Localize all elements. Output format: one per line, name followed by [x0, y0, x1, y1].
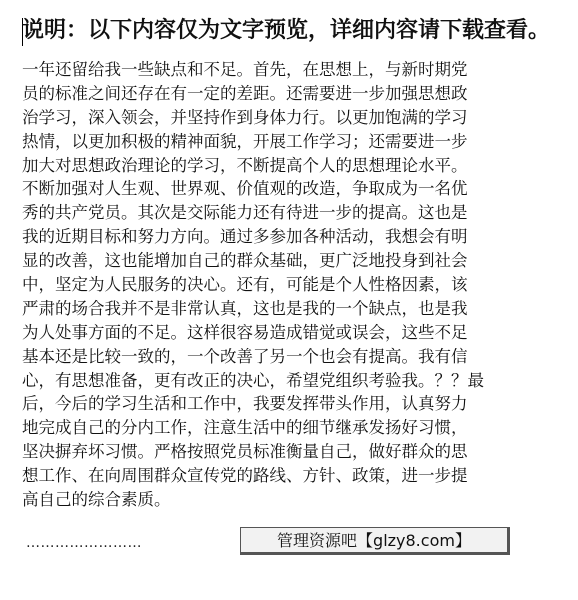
paragraph-line: 显的改善，这也能增加自己的群众基础，更广泛地投身到社会: [22, 251, 468, 271]
preview-notice: 说明：以下内容仅为文字预览，详细内容请下载查看。: [22, 18, 551, 43]
paragraph-line: 坚决摒弃坏习惯。严格按照党员标准衡量自己，做好群众的思: [22, 442, 468, 462]
paragraph-line: 员的标准之间还存在有一定的差距。还需要进一步加强思想政: [22, 83, 468, 103]
paragraph-line: 严肃的场合我并不是非常认真，这也是我的一个缺点，也是我: [22, 298, 468, 318]
paragraph-line: 基本还是比较一致的，一个改善了另一个也会有提高。我有信: [22, 346, 468, 366]
paragraph-line: 中，坚定为人民服务的决心。还有，可能是个人性格因素，该: [22, 275, 468, 295]
paragraph-line: 我的近期目标和努力方向。通过多参加各种活动，我想会有明: [22, 227, 468, 247]
paragraph-line: 治学习，深入领会，并坚持作到身体力行。以更加饱满的学习: [22, 107, 468, 127]
paragraph-line: 加大对思想政治理论的学习，不断提高个人的思想理论水平。: [22, 155, 468, 175]
paragraph-line: 热情，以更加积极的精神面貌，开展工作学习；还需要进一步: [22, 131, 468, 151]
paragraph-line: 秀的共产党员。其次是交际能力还有待进一步的提高。这也是: [22, 203, 468, 223]
paragraph-line: 后，今后的学习生活和工作中，我要发挥带头作用，认真努力: [22, 394, 468, 414]
paragraph-line: 地完成自己的分内工作，注意生活中的细节继承发扬好习惯，: [22, 418, 468, 438]
paragraph-line: 不断加强对人生观、世界观、价值观的改造，争取成为一名优: [22, 179, 468, 199]
paragraph-line: 心，有思想准备，更有改正的决心，希望党组织考验我。？？最: [22, 370, 484, 390]
paragraph-line: 高自己的综合素质。: [22, 490, 171, 510]
paragraph-line: 一年还留给我一些缺点和不足。首先，在思想上，与新时期党: [22, 60, 468, 79]
document-body: [22, 58, 562, 512]
paragraph-line: 为人处事方面的不足。这样很容易造成错觉或误会，这些不足: [22, 322, 468, 342]
source-site-banner: 管理资源吧【glzy8.com】: [240, 527, 510, 555]
ellipsis-leader: ……………………: [26, 535, 142, 551]
paragraph-line: 想工作、在向周围群众宣传党的路线、方针、政策，进一步提: [22, 466, 468, 486]
